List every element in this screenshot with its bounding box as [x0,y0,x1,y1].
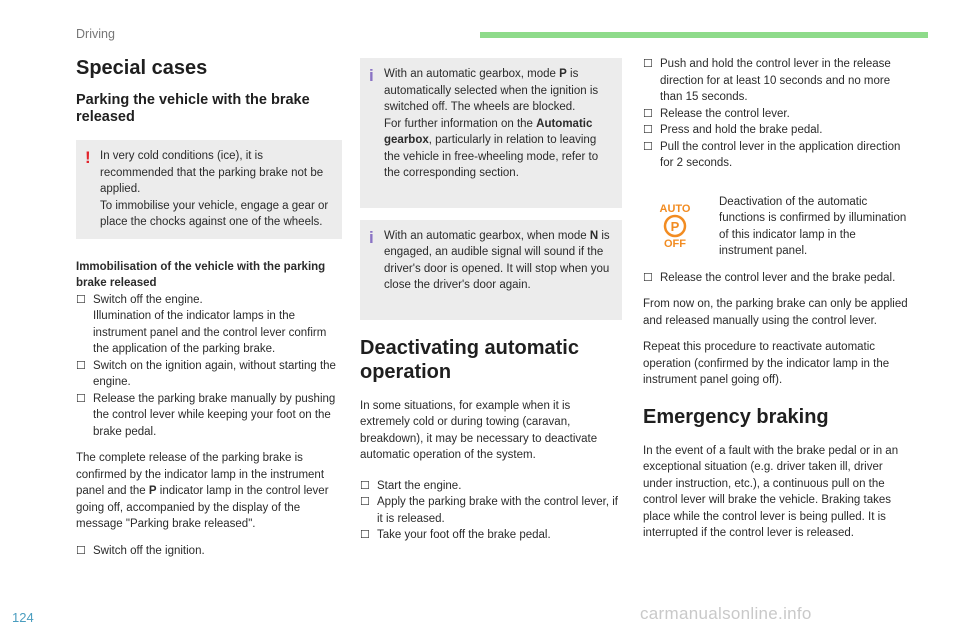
list-item: ☐ Apply the parking brake with the control lever, if it is released. [360,496,618,525]
svg-text:P: P [670,218,680,234]
list-item: ☐ Switch off the ignition. [76,543,342,560]
list-item: ☐ Press and hold the brake pedal. [643,122,911,139]
release-step [643,270,911,287]
indicator-description: Deactivation of the automatic functions is confirmed by illumination of this indicator lamp in the instrument panel. [719,195,907,257]
checkbox-icon: ☐ [76,359,86,372]
info-icon: i [369,227,374,247]
info-box-gearbox-p [360,58,622,208]
checkbox-icon: ☐ [360,496,370,508]
warning-text-1: In very cold conditions (ice), it is recommended that the parking brake not be applied. [100,150,324,195]
column-3 [643,56,911,552]
list-item: ☐ Release the parking brake manually by pushing the control lever while keeping your foot on the brake pedal. [76,392,336,438]
warning-text-2: To immobilise your vehicle, engage a gear or place the chocks against one of the wheels. [100,199,329,228]
checkbox-icon: ☐ [360,479,370,492]
checkbox-icon: ☐ [643,107,653,120]
deactivating-title: Deactivating automatic operation [360,336,579,383]
release-paragraph: The complete release of the parking brake is confirmed by the indicator lamp in the instrument panel and the P indicator lamp in the control lever going off, accompanied by the display of the message "Parking brake released". [76,452,329,530]
checkbox-icon: ☐ [643,140,653,153]
immobilisation-heading: Immobilisation of the vehicle with the parking brake released [76,260,326,289]
section-header-bar [480,32,928,38]
auto-p-off-indicator-icon [649,200,701,252]
info-text-1: With an automatic gearbox, mode P is automatically selected when the ignition is switched off. The wheels are blocked. [384,68,599,113]
checkbox-icon: ☐ [76,544,86,557]
list-item: ☐ Switch on the ignition again, without starting the engine. [76,359,336,388]
procedure-steps [643,56,911,172]
final-steps [76,543,342,560]
parking-subtitle: Parking the vehicle with the brake released [76,92,310,125]
info-icon: i [369,66,374,85]
info-text-3: With an automatic gearbox, when mode N is engaged, an audible signal will sound if the driver's door is opened. It will stop when you close the driver's door again. [384,229,610,291]
immobilisation-steps [76,292,342,441]
info-box-gearbox-n [360,220,622,320]
deactivating-steps [360,478,622,544]
exclamation-icon: ! [85,148,91,167]
column-1 [76,56,342,569]
checkbox-icon: ☐ [643,271,653,284]
reactivate-paragraph: Repeat this procedure to reactivate automatic operation (confirmed by the indicator lamp in the instrument panel going off). [643,341,890,386]
warning-box [76,140,342,239]
svg-text:OFF: OFF [664,237,686,250]
checkbox-icon: ☐ [643,58,653,70]
emergency-braking-text: In the event of a fault with the brake pedal or in an exceptional situation (e.g. driver taken ill, driver under instruction, etc.), a continuous pull on the control lever will brake the vehicle. Braking takes place while the control lever is being pulled. It is interrupted if the control lever is released. [643,444,899,539]
manual-only-paragraph: From now on, the parking brake can only be applied and released manually using the control lever. [643,298,908,327]
indicator-row [643,194,911,260]
list-item: ☐ Pull the control lever in the application direction for 2 seconds. [643,140,901,169]
column-2 [360,58,622,554]
list-item: ☐ Push and hold the control lever in the release direction for at least 10 seconds and no more than 15 seconds. [643,58,891,103]
step-detail: Illumination of the indicator lamps in the instrument panel and the control lever confirm the application of the parking brake. [93,310,327,355]
section-header: Driving [76,27,115,41]
info-text-2: For further information on the Automatic gearbox, particularly in relation to leaving the vehicle in free-wheeling mode, refer to the corresponding section. [384,117,599,179]
checkbox-icon: ☐ [360,529,370,541]
list-item: ☐ Release the control lever. [643,106,911,123]
special-cases-title: Special cases [76,57,208,79]
watermark: carmanualsonline.info [640,604,812,623]
list-item: ☐ Take your foot off the brake pedal. [360,527,622,544]
page-number: 124 [12,610,34,625]
emergency-braking-title: Emergency braking [643,405,829,428]
list-item: ☐ Release the control lever and the brake pedal. [643,270,911,287]
checkbox-icon: ☐ [643,124,653,136]
deactivating-intro: In some situations, for example when it is extremely cold or during towing (caravan, breakdown), it may be necessary to deactivate automatic operation of the system. [360,399,598,461]
svg-text:AUTO: AUTO [659,202,691,215]
list-item: ☐ Switch off the engine. Illumination of the indicator lamps in the instrument panel and the control lever confirm the application of the parking brake. [76,293,327,355]
list-item: ☐ Start the engine. [360,478,622,495]
checkbox-icon: ☐ [76,293,86,306]
checkbox-icon: ☐ [76,392,86,405]
